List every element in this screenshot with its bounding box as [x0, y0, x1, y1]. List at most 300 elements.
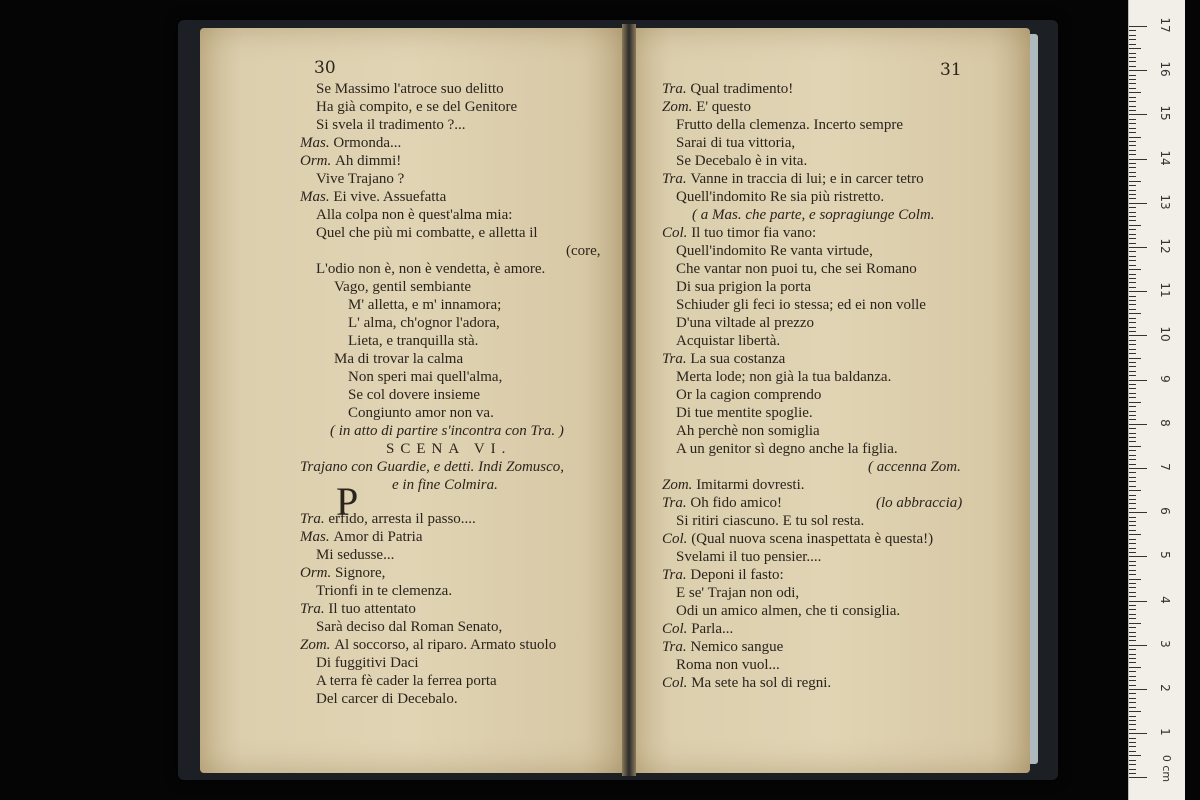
ruler-tick [1129, 495, 1136, 496]
left-text-line [316, 654, 418, 672]
ruler-tick [1129, 35, 1136, 36]
ruler-tick [1129, 419, 1136, 420]
speaker-label: Orm. [300, 153, 336, 169]
ruler-tick [1129, 353, 1136, 354]
line-text: M' alletta, e m' innamora; [348, 297, 502, 313]
right-page-number: 31 [940, 60, 962, 80]
line-text: (Qual nuova scena inaspettata è questa!) [691, 531, 934, 547]
book-gutter [622, 24, 636, 776]
line-text: Ah dimmi! [335, 153, 402, 169]
ruler-tick [1129, 137, 1141, 138]
ruler-tick [1129, 282, 1136, 283]
ruler-tick [1129, 397, 1136, 398]
speaker-label: Tra. [662, 81, 691, 97]
ruler-tick [1129, 66, 1136, 67]
line-text: L' alma, ch'ognor l'adora, [348, 315, 500, 331]
ruler-tick [1129, 769, 1136, 770]
ruler-tick [1129, 198, 1136, 199]
line-text: Frutto della clemenza. Incerto sempre [676, 117, 903, 133]
left-text-line [316, 170, 404, 188]
speaker-label: Tra. [662, 495, 691, 511]
ruler-tick [1129, 490, 1141, 491]
ruler-tick [1129, 70, 1147, 71]
ruler-tick [1129, 327, 1136, 328]
ruler-tick [1129, 366, 1136, 367]
ruler-tick [1129, 110, 1136, 111]
ruler-number: 10 [1158, 326, 1172, 343]
ruler-tick [1129, 114, 1147, 115]
left-text-line [348, 368, 502, 386]
right-text-line [676, 656, 780, 674]
ruler-tick [1129, 181, 1141, 182]
ruler-number: 5 [1158, 551, 1172, 560]
right-text-line [676, 332, 780, 350]
line-text: E se' Trajan non odi, [676, 585, 800, 601]
right-text-line [662, 674, 831, 692]
ruler-number: 15 [1158, 105, 1172, 122]
ruler-tick [1129, 579, 1141, 580]
left-text-line [566, 242, 601, 260]
left-text-line [300, 600, 416, 618]
ruler-tick [1129, 349, 1136, 350]
speaker-label: Col. [662, 531, 692, 547]
left-text-line [316, 690, 458, 708]
ruler-tick [1129, 738, 1136, 739]
ruler-tick [1129, 477, 1136, 478]
left-text-line [348, 296, 501, 314]
line-text: Quel che più mi combatte, e alletta il [316, 225, 538, 241]
ruler-number: 8 [1158, 418, 1172, 427]
ruler-tick [1129, 592, 1136, 593]
speaker-label: Tra. [662, 639, 691, 655]
ruler-tick [1129, 167, 1136, 168]
ruler-tick [1129, 128, 1136, 129]
ruler-tick [1129, 570, 1136, 571]
ruler-tick [1129, 689, 1147, 690]
ruler-tick [1129, 671, 1136, 672]
right-text-line [676, 422, 820, 440]
ruler-tick [1129, 79, 1136, 80]
left-text-line [348, 404, 494, 422]
ruler-tick [1129, 123, 1136, 124]
right-text-line [676, 116, 903, 134]
ruler-tick [1129, 698, 1136, 699]
line-text: A terra fè cader la ferrea porta [316, 673, 497, 689]
ruler-tick [1129, 287, 1136, 288]
speaker-label: Orm. [300, 565, 336, 581]
ruler-tick [1129, 300, 1136, 301]
right-text-line [662, 98, 751, 116]
ruler-tick [1129, 44, 1136, 45]
ruler-tick [1129, 424, 1147, 425]
left-text-line [386, 440, 511, 458]
ruler-tick [1129, 172, 1136, 173]
ruler-tick [1129, 340, 1136, 341]
ruler-tick [1129, 649, 1136, 650]
line-text: Si ritiri ciascuno. E tu sol resta. [676, 513, 865, 529]
line-text: Ha già compito, e se del Genitore [316, 99, 518, 115]
ruler-tick [1129, 119, 1136, 120]
ruler-tick [1129, 521, 1136, 522]
ruler-tick [1129, 88, 1136, 89]
ruler-tick [1129, 729, 1136, 730]
line-text: Alla colpa non è quest'alma mia: [316, 207, 513, 223]
right-text-line [676, 404, 813, 422]
ruler-tick [1129, 724, 1136, 725]
right-text-line [676, 584, 799, 602]
speaker-label: Zom. [662, 99, 697, 115]
ruler-tick [1129, 583, 1136, 584]
right-text-line [876, 494, 962, 512]
right-text-line [676, 242, 873, 260]
ruler-tick [1129, 243, 1136, 244]
left-text-line [316, 672, 497, 690]
left-text-line [392, 476, 498, 494]
right-text-line [676, 278, 811, 296]
right-text-line [662, 476, 805, 494]
right-text-line [662, 620, 733, 638]
line-text: D'una viltade al prezzo [676, 315, 815, 331]
ruler-tick [1129, 265, 1136, 266]
line-text: Del carcer di Decebalo. [316, 691, 458, 707]
line-text: La sua costanza [690, 351, 786, 367]
ruler-number: 12 [1158, 238, 1172, 254]
line-text: Che vantar non puoi tu, che sei Romano [676, 261, 917, 277]
ruler-tick [1129, 260, 1136, 261]
speaker-label: Tra. [300, 511, 329, 527]
ruler-tick [1129, 225, 1141, 226]
ruler-tick [1129, 251, 1136, 252]
ruler-tick [1129, 234, 1136, 235]
line-text: Oh fido amico! [690, 495, 782, 511]
ruler-tick [1129, 609, 1136, 610]
ruler-tick [1129, 614, 1136, 615]
ruler-tick [1129, 194, 1136, 195]
speaker-label: Zom. [662, 477, 697, 493]
right-text-line [676, 386, 821, 404]
line-text: Ei vive. Assuefatta [333, 189, 447, 205]
line-text: Il tuo timor fia vano: [691, 225, 817, 241]
ruler-tick [1129, 539, 1136, 540]
left-text-line [348, 332, 478, 350]
line-text: Vanne in traccia di lui; e in carcer tetro [690, 171, 924, 187]
ruler-tick [1129, 212, 1136, 213]
ruler-tick [1129, 313, 1141, 314]
ruler-tick [1129, 755, 1141, 756]
ruler-number: 13 [1158, 194, 1172, 210]
ruler-number: 1 [1158, 728, 1172, 736]
right-text-line [676, 602, 900, 620]
ruler-tick [1129, 331, 1136, 332]
line-text: Ma di trovar la calma [334, 351, 464, 367]
ruler-tick [1129, 318, 1136, 319]
ruler-tick [1129, 662, 1136, 663]
left-text-line [300, 510, 476, 528]
ruler-tick [1129, 39, 1136, 40]
ruler-tick [1129, 437, 1136, 438]
right-text-line [676, 134, 795, 152]
ruler-tick [1129, 159, 1147, 160]
left-text-line [316, 260, 545, 278]
ruler-tick [1129, 618, 1136, 619]
right-text-line [676, 440, 898, 458]
ruler-tick [1129, 53, 1136, 54]
ruler-tick [1129, 446, 1141, 447]
ruler-number: 6 [1158, 507, 1172, 515]
ruler-tick [1129, 57, 1136, 58]
line-text: Trajano con Guardie, e detti. Indi Zomusco, [300, 459, 565, 475]
ruler-tick [1129, 132, 1136, 133]
ruler-tick [1129, 455, 1136, 456]
ruler-tick [1129, 216, 1136, 217]
line-text: (core, [566, 243, 601, 259]
ruler-tick [1129, 746, 1136, 747]
ruler-tick [1129, 534, 1141, 535]
line-text: Ma sete ha sol di regni. [691, 675, 832, 691]
speaker-label: Col. [662, 675, 692, 691]
ruler-tick [1129, 362, 1136, 363]
ruler-tick [1129, 632, 1136, 633]
ruler-tick [1129, 508, 1136, 509]
speaker-label: Tra. [300, 601, 329, 617]
right-text-line [662, 350, 785, 368]
ruler-tick [1129, 309, 1136, 310]
ruler-tick [1129, 371, 1136, 372]
line-text: Vago, gentil sembiante [334, 279, 472, 295]
line-text: Quell'indomito Re sia più ristretto. [676, 189, 885, 205]
right-text-line [662, 224, 816, 242]
ruler-tick [1129, 561, 1136, 562]
ruler-tick [1129, 207, 1136, 208]
line-text: (lo abbraccia) [876, 495, 963, 511]
right-text-line [662, 80, 793, 98]
ruler-tick [1129, 269, 1141, 270]
ruler-tick [1129, 654, 1136, 655]
line-text: Si svela il tradimento ?... [316, 117, 466, 133]
speaker-label: Tra. [662, 567, 691, 583]
ruler-number: 2 [1158, 684, 1172, 692]
line-text: Ah perchè non somiglia [676, 423, 820, 439]
left-text-line [300, 528, 423, 546]
ruler-tick [1129, 75, 1136, 76]
line-text: Se Decebalo è in vita. [676, 153, 808, 169]
ruler-tick [1129, 428, 1136, 429]
left-text-line [316, 582, 452, 600]
right-text-line [662, 530, 933, 548]
line-text: Quell'indomito Re vanta virtude, [676, 243, 873, 259]
ruler-tick [1129, 636, 1136, 637]
ruler-tick [1129, 61, 1136, 62]
measuring-ruler [1128, 0, 1185, 800]
ruler-tick [1129, 380, 1147, 381]
right-text-line [662, 494, 782, 512]
left-text-line [300, 458, 564, 476]
ruler-tick [1129, 530, 1136, 531]
ruler-tick [1129, 764, 1136, 765]
ruler-tick [1129, 517, 1136, 518]
line-text: Roma non vuol... [676, 657, 780, 673]
ruler-tick [1129, 141, 1136, 142]
drop-cap: P [336, 479, 359, 524]
ruler-tick [1129, 92, 1141, 93]
ruler-number: 14 [1158, 149, 1172, 166]
ruler-tick [1129, 627, 1136, 628]
line-text: Il tuo attentato [328, 601, 416, 617]
left-text-line [300, 636, 556, 654]
speaker-label: Zom. [300, 637, 335, 653]
line-text: Lieta, e tranquilla stà. [348, 333, 479, 349]
ruler-tick [1129, 587, 1136, 588]
ruler-number: 4 [1158, 595, 1172, 604]
ruler-tick [1129, 658, 1136, 659]
line-text: Di fuggitivi Daci [316, 655, 419, 671]
ruler-tick [1129, 291, 1147, 292]
line-text: SCENA VI. [386, 441, 512, 457]
ruler-tick [1129, 256, 1136, 257]
ruler-number: 16 [1158, 61, 1172, 77]
speaker-label: Mas. [300, 529, 334, 545]
right-text-line [676, 152, 807, 170]
left-text-line [334, 278, 471, 296]
line-text: Trionfi in te clemenza. [316, 583, 453, 599]
ruler-tick [1129, 145, 1136, 146]
ruler-tick [1129, 702, 1136, 703]
ruler-tick [1129, 693, 1136, 694]
ruler-tick [1129, 596, 1136, 597]
ruler-tick [1129, 322, 1136, 323]
line-text: Parla... [691, 621, 734, 637]
ruler-tick [1129, 335, 1147, 336]
speaker-label: Col. [662, 225, 692, 241]
line-text: e in fine Colmira. [392, 477, 498, 493]
line-text: E' questo [696, 99, 751, 115]
left-text-line [300, 188, 446, 206]
ruler-tick [1129, 393, 1136, 394]
ruler-tick [1129, 344, 1136, 345]
ruler-tick [1129, 106, 1136, 107]
ruler-tick [1129, 499, 1136, 500]
ruler-tick [1129, 238, 1136, 239]
line-text: Vive Trajano ? [316, 171, 405, 187]
line-text: Ormonda... [333, 135, 402, 151]
ruler-tick [1129, 556, 1147, 557]
ruler-number: 17 [1158, 17, 1172, 33]
ruler-tick [1129, 433, 1136, 434]
ruler-tick [1129, 512, 1147, 513]
speaker-label: Tra. [662, 351, 691, 367]
ruler-tick [1129, 101, 1136, 102]
ruler-tick [1129, 760, 1136, 761]
line-text: Congiunto amor non va. [348, 405, 494, 421]
ruler-tick [1129, 163, 1136, 164]
right-text-line [662, 170, 924, 188]
ruler-tick [1129, 83, 1136, 84]
line-text: Schiuder gli feci io stessa; ed ei non volle [676, 297, 926, 313]
left-text-line [316, 546, 394, 564]
ruler-tick [1129, 450, 1136, 451]
ruler-tick [1129, 543, 1136, 544]
line-text: Di tue mentite spoglie. [676, 405, 813, 421]
line-text: Acquistar libertà. [676, 333, 781, 349]
right-text-line [676, 296, 926, 314]
line-text: Sarà deciso dal Roman Senato, [316, 619, 503, 635]
line-text: A un genitor sì degno anche la figlia. [676, 441, 898, 457]
line-text: Nemico sangue [690, 639, 784, 655]
ruler-tick [1129, 48, 1141, 49]
ruler-tick [1129, 415, 1136, 416]
ruler-tick [1129, 203, 1147, 204]
ruler-tick [1129, 459, 1136, 460]
ruler-tick [1129, 247, 1147, 248]
speaker-label: Col. [662, 621, 692, 637]
line-text: Amor di Patria [333, 529, 423, 545]
right-text-line [676, 512, 864, 530]
line-text: Merta lode; non già la tua baldanza. [676, 369, 892, 385]
ruler-tick [1129, 30, 1136, 31]
ruler-tick [1129, 525, 1136, 526]
line-text: Or la cagion comprendo [676, 387, 822, 403]
ruler-tick [1129, 711, 1141, 712]
speaker-label: Mas. [300, 135, 334, 151]
left-text-line [300, 152, 401, 170]
line-text: Signore, [335, 565, 386, 581]
line-text: Sarai di tua vittoria, [676, 135, 796, 151]
ruler-tick [1129, 733, 1147, 734]
line-text: Svelami il tuo pensier.... [676, 549, 822, 565]
line-text: ( a Mas. che parte, e sopragiunge Colm. [692, 207, 935, 223]
line-text: Mi sedusse... [316, 547, 395, 563]
ruler-tick [1129, 296, 1136, 297]
left-text-line [316, 206, 512, 224]
left-text-line [348, 386, 480, 404]
ruler-tick [1129, 358, 1141, 359]
ruler-tick [1129, 229, 1136, 230]
ruler-tick [1129, 441, 1136, 442]
left-text-line [316, 80, 504, 98]
line-text: Al soccorso, al riparo. Armato stuolo [334, 637, 557, 653]
line-text: ( accenna Zom. [868, 459, 961, 475]
ruler-number: 7 [1158, 463, 1172, 471]
left-text-line [316, 116, 466, 134]
ruler-tick [1129, 552, 1136, 553]
line-text: Deponi il fasto: [690, 567, 784, 583]
ruler-tick [1129, 274, 1136, 275]
speaker-label: Tra. [662, 171, 691, 187]
ruler-tick [1129, 406, 1136, 407]
ruler-tick [1129, 640, 1136, 641]
ruler-tick [1129, 720, 1136, 721]
line-text: ( in atto di partire s'incontra con Tra. ) [330, 423, 564, 439]
right-text-line [676, 188, 884, 206]
left-text-line [316, 98, 517, 116]
ruler-tick [1129, 97, 1136, 98]
ruler-tick [1129, 388, 1136, 389]
ruler-tick [1129, 402, 1141, 403]
ruler-tick [1129, 384, 1136, 385]
left-text-line [348, 314, 500, 332]
left-text-line [330, 422, 564, 440]
ruler-tick [1129, 773, 1136, 774]
right-text-line [662, 638, 783, 656]
line-text: Odi un amico almen, che ti consiglia. [676, 603, 901, 619]
ruler-tick [1129, 375, 1136, 376]
ruler-tick [1129, 468, 1147, 469]
ruler-number: 9 [1158, 374, 1172, 383]
ruler-number: 11 [1158, 282, 1172, 298]
ruler-tick [1129, 685, 1136, 686]
left-page-number: 30 [314, 58, 336, 78]
left-text-line [316, 618, 502, 636]
